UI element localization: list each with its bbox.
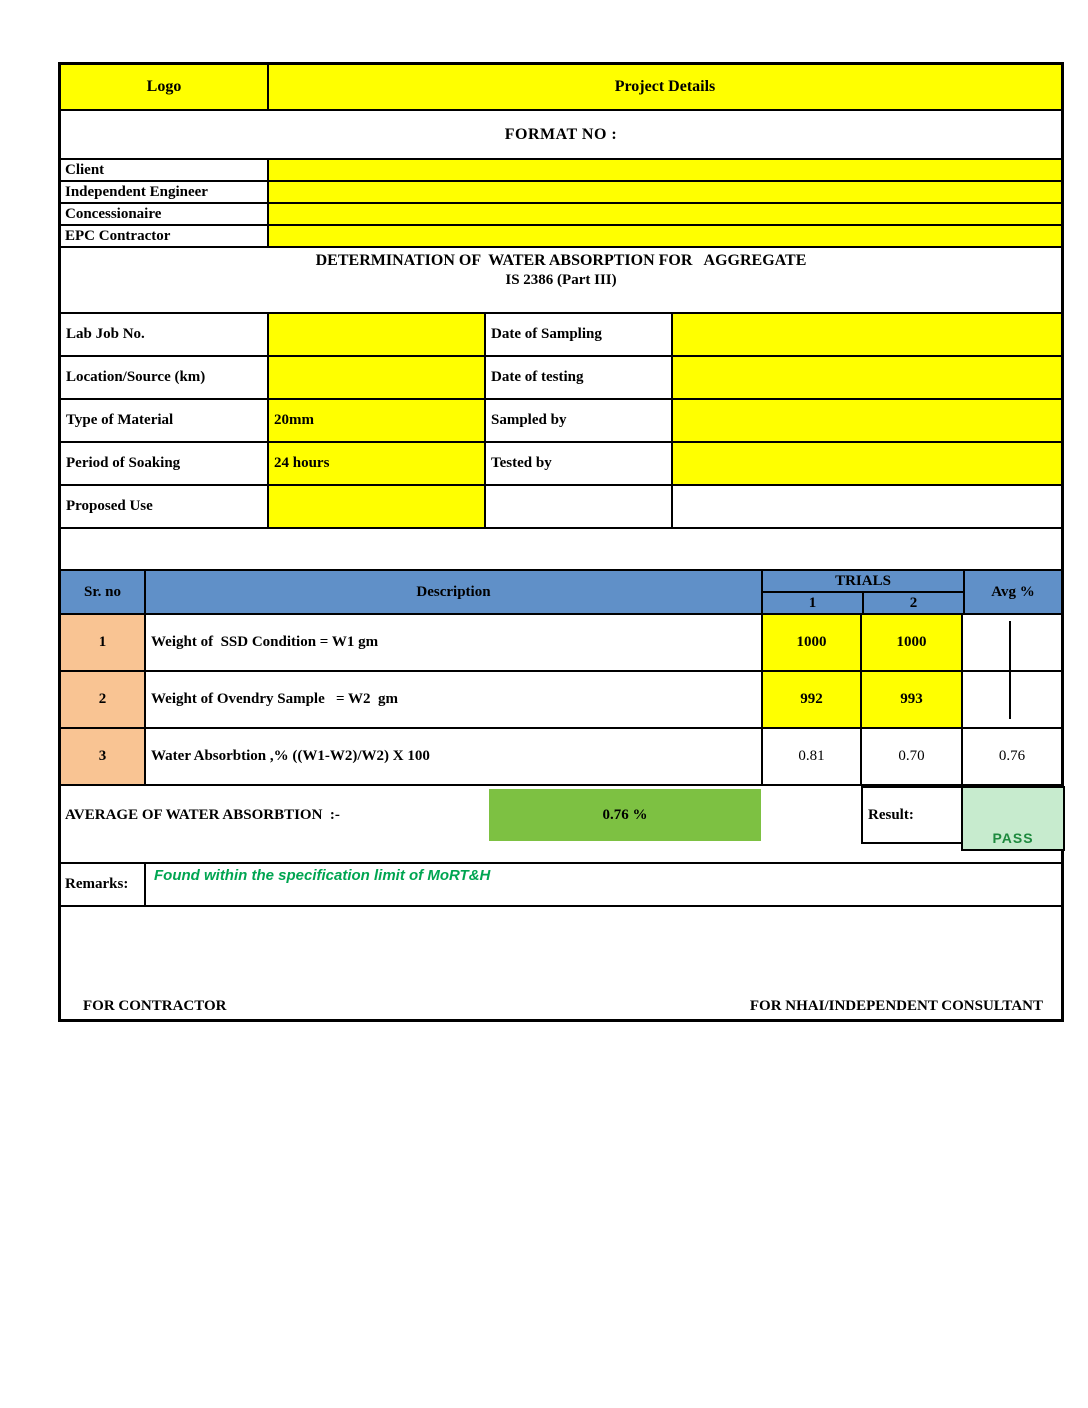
party-row-concessionaire	[61, 204, 1061, 226]
row-1-avg-value	[963, 615, 1061, 670]
independent-engineer-label: Independent Engineer	[61, 182, 269, 202]
info-empty-value-cell	[673, 486, 1061, 527]
signature-space	[61, 907, 1061, 985]
proposed-use-label: Proposed Use	[61, 486, 269, 527]
epc-contractor-label: EPC Contractor	[61, 226, 269, 246]
trials-header-group	[763, 571, 965, 613]
tested-by-label: Tested by	[486, 443, 673, 484]
type-of-material-label: Type of Material	[61, 400, 269, 441]
date-of-sampling-label: Date of Sampling	[486, 314, 673, 355]
client-value-field[interactable]	[269, 160, 1061, 180]
table-row-absorption	[61, 729, 1061, 786]
title-line2: IS 2386 (Part III)	[505, 272, 617, 288]
remarks-text: Found within the specification limit of MoRT&H	[154, 867, 491, 884]
for-contractor-label: FOR CONTRACTOR	[83, 998, 227, 1014]
row-3-avg-value: 0.76	[998, 748, 1026, 764]
client-label: Client	[61, 160, 269, 180]
remarks-row	[61, 862, 1061, 907]
sampled-by-label: Sampled by	[486, 400, 673, 441]
party-row-epc-contractor	[61, 226, 1061, 248]
result-label: Result:	[861, 786, 963, 844]
logo-label: Logo	[146, 78, 182, 95]
average-absorption-label: AVERAGE OF WATER ABSORBTION :-	[65, 806, 340, 823]
tested-by-field[interactable]	[673, 443, 1061, 484]
for-nhai-consultant-label: FOR NHAI/INDEPENDENT CONSULTANT	[749, 998, 1043, 1014]
independent-engineer-value-field[interactable]	[269, 182, 1061, 202]
date-of-sampling-field[interactable]	[673, 314, 1061, 355]
info-row-soaking	[61, 443, 1061, 486]
avg-percent-header: Avg %	[991, 583, 1035, 600]
project-details-label: Project Details	[614, 78, 716, 95]
date-of-testing-label: Date of testing	[486, 357, 673, 398]
info-empty-label-cell	[486, 486, 673, 527]
row-3-description: Water Absorbtion ,% ((W1-W2)/W2) X 100	[146, 729, 763, 784]
party-row-client	[61, 160, 1061, 182]
row-2-sr-no: 2	[61, 672, 146, 727]
logo-cell	[61, 65, 269, 109]
row-2-description: Weight of Ovendry Sample = W2 gm	[146, 672, 763, 727]
table-row-w2	[61, 672, 1061, 729]
description-header: Description	[146, 571, 763, 613]
table-row-w1	[61, 615, 1061, 672]
row-3-sr-no: 3	[61, 729, 146, 784]
info-row-location	[61, 357, 1061, 400]
info-row-material	[61, 400, 1061, 443]
location-source-field[interactable]	[269, 357, 486, 398]
blank-spacer-row	[61, 529, 1061, 571]
concessionaire-value-field[interactable]	[269, 204, 1061, 224]
row-2-trial-2-value[interactable]: 993	[862, 672, 963, 727]
info-row-proposed-use	[61, 486, 1061, 529]
row-2-trial-1-value[interactable]: 992	[763, 672, 862, 727]
sr-no-header: Sr. no	[61, 571, 146, 613]
results-table-header	[61, 571, 1061, 615]
trial-1-header: 1	[763, 593, 864, 613]
sampled-by-field[interactable]	[673, 400, 1061, 441]
period-of-soaking-field[interactable]: 24 hours	[269, 443, 486, 484]
lab-job-no-field[interactable]	[269, 314, 486, 355]
gap-below-summary	[61, 844, 1061, 862]
info-row-lab-job	[61, 314, 1061, 357]
water-absorption-test-form	[58, 62, 1064, 1022]
avg-column-line-mark	[1009, 621, 1011, 719]
result-status-badge: PASS	[961, 786, 1065, 851]
row-2-avg-value	[963, 672, 1061, 727]
title-line1: DETERMINATION OF WATER ABSORPTION FOR AGGREGATE	[315, 252, 807, 269]
concessionaire-label: Concessionaire	[61, 204, 269, 224]
project-details-cell	[269, 65, 1061, 109]
row-1-sr-no: 1	[61, 615, 146, 670]
party-row-independent-engineer	[61, 182, 1061, 204]
top-header-row	[61, 65, 1061, 111]
trial-2-header: 2	[909, 594, 918, 611]
row-3-trial-2-value: 0.70	[862, 729, 963, 784]
row-1-trial-1-value[interactable]: 1000	[763, 615, 862, 670]
signature-row	[61, 985, 1061, 1019]
format-no-row	[61, 111, 1061, 160]
document-title	[61, 248, 1061, 314]
location-source-label: Location/Source (km)	[61, 357, 269, 398]
average-absorption-value: 0.76 %	[489, 789, 761, 841]
type-of-material-field[interactable]: 20mm	[269, 400, 486, 441]
period-of-soaking-label: Period of Soaking	[61, 443, 269, 484]
remarks-label: Remarks:	[61, 864, 146, 905]
lab-job-no-label: Lab Job No.	[61, 314, 269, 355]
row-1-description: Weight of SSD Condition = W1 gm	[146, 615, 763, 670]
summary-row	[61, 786, 1061, 844]
row-3-trial-1-value: 0.81	[763, 729, 862, 784]
trials-header: TRIALS	[763, 571, 963, 593]
row-1-trial-2-value[interactable]: 1000	[862, 615, 963, 670]
date-of-testing-field[interactable]	[673, 357, 1061, 398]
epc-contractor-value-field[interactable]	[269, 226, 1061, 246]
format-no-label: FORMAT NO :	[504, 125, 618, 143]
proposed-use-field[interactable]	[269, 486, 486, 527]
